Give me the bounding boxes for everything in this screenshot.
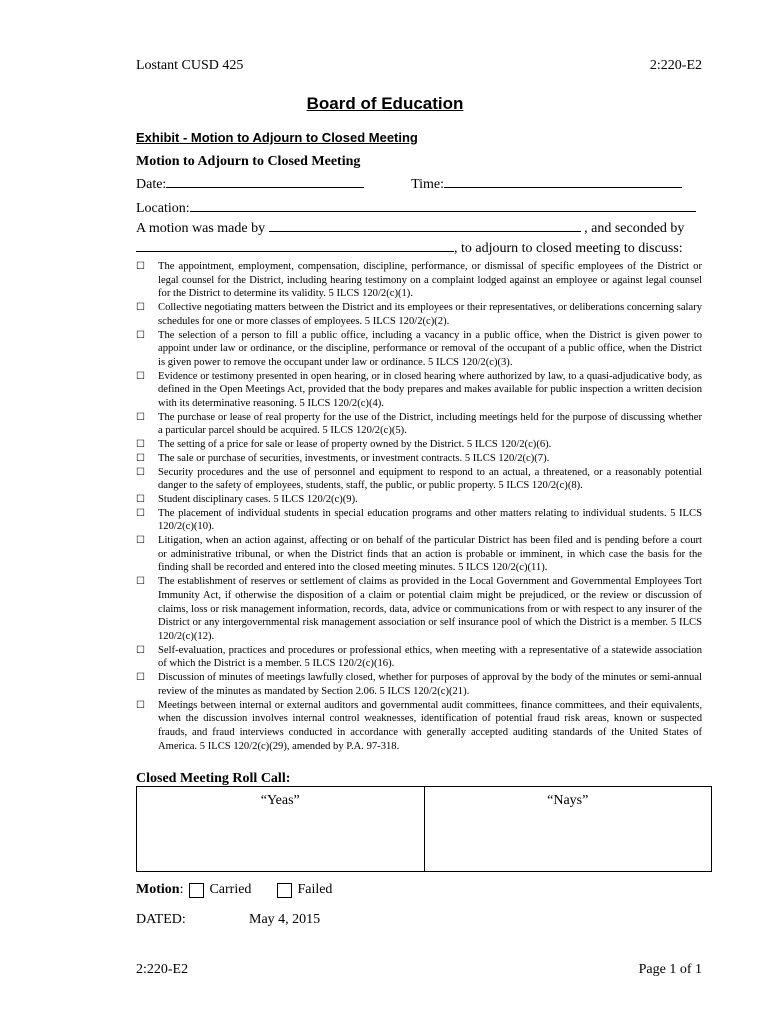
- topic-item: [136, 466, 702, 493]
- topic-item: [136, 370, 702, 411]
- failed-checkbox[interactable]: [277, 883, 292, 898]
- topic-text: The purchase or lease of real property for the use of the District, including meetings held for the purpose of discussing whether a particular parcel should be acquired. 5 ILCS 120/2(c)(5).: [158, 411, 702, 437]
- date-time-row: [136, 174, 682, 193]
- rollcall-title: Closed Meeting Roll Call:: [136, 771, 291, 786]
- yeas-header: “Yeas”: [260, 793, 300, 808]
- topic-text: Security procedures and the use of personnel and equipment to respond to an actual, a threatened, or a reasonably potential danger to the safety of employees, students, staff, the public, or public property. 5 ILCS 120/2(c)(8).: [158, 466, 702, 492]
- yeas-column[interactable]: [137, 787, 424, 871]
- page-footer: [136, 962, 702, 978]
- topic-text: Self-evaluation, practices and procedures or professional ethics, when meeting with a representative of a statewide association of which the District is a member. 5 ILCS 120/2(c)(16).: [158, 644, 702, 670]
- date-label: Date:: [136, 177, 167, 192]
- checkbox-icon[interactable]: ☐: [136, 411, 145, 423]
- checkbox-icon[interactable]: ☐: [136, 452, 145, 464]
- footer-policy-code: 2:220-E2: [136, 962, 189, 977]
- topic-item: [136, 438, 702, 452]
- nays-header: “Nays”: [547, 793, 589, 808]
- topic-text: The sale or purchase of securities, investments, or investment contracts. 5 ILCS 120/2(c)(7).: [158, 452, 550, 464]
- document-title: Board of Education: [306, 94, 464, 113]
- form-subtitle: Motion to Adjourn to Closed Meeting: [136, 154, 361, 169]
- checkbox-icon[interactable]: ☐: [136, 699, 145, 711]
- checkbox-icon[interactable]: ☐: [136, 493, 145, 505]
- topic-item: [136, 301, 702, 328]
- topic-text: Collective negotiating matters between the District and its employees or their representatives, or deliberations concerning salary schedules for one or more classes of employees. 5 ILCS 120/2(c)(2).: [158, 302, 702, 327]
- time-label: Time:: [411, 177, 445, 192]
- seconded-by-field[interactable]: [136, 238, 454, 252]
- carried-label: Carried: [209, 882, 252, 897]
- closed-session-topics: [136, 260, 702, 753]
- topic-item: [136, 260, 702, 301]
- checkbox-icon[interactable]: ☐: [136, 302, 145, 314]
- time-field[interactable]: [444, 174, 682, 188]
- topic-text: The selection of a person to fill a public office, including a vacancy in a public office, when the District is given power to appoint under law or ordinance, or the discipline, performance or removal of the occupant of a public office, when the District is given power to remove the occupant under law or ordinance. 5 ILCS 120/2(c)(3).: [158, 329, 702, 368]
- date-field[interactable]: [166, 174, 364, 188]
- topic-text: The placement of individual students in special education programs and other matters relating to individual students. 5 ILCS 120/2(c)(10).: [158, 507, 702, 533]
- motion-by-field[interactable]: [269, 218, 581, 232]
- checkbox-icon[interactable]: ☐: [136, 535, 145, 547]
- topic-item: [136, 699, 702, 754]
- location-row: [136, 198, 696, 217]
- topic-item: [136, 644, 702, 671]
- checkbox-icon[interactable]: ☐: [136, 672, 145, 684]
- topic-text: Discussion of minutes of meetings lawfully closed, whether for purposes of approval by the body of the minutes or semi-annual review of the minutes as mandated by Section 2.06. 5 ILCS 120/2(c)(21).: [158, 672, 702, 697]
- topic-item: [136, 493, 702, 507]
- motion-by-row: [136, 218, 684, 237]
- checkbox-icon[interactable]: ☐: [136, 329, 145, 341]
- dated-value: May 4, 2015: [249, 912, 321, 927]
- checkbox-icon[interactable]: ☐: [136, 439, 145, 451]
- exhibit-heading: Exhibit - Motion to Adjourn to Closed Meeting: [136, 130, 418, 145]
- topic-text: Evidence or testimony presented in open hearing, or in closed hearing where authorized by law, to a quasi-adjudicative body, as defined in the Open Meetings Act, provided that the body prepares and makes available for public inspection a written decision with its determinative reasoning. 5 ILCS 120/2(c)(4).: [158, 370, 702, 410]
- location-label: Location:: [136, 201, 190, 216]
- topic-item: [136, 534, 702, 575]
- topic-item: [136, 671, 702, 698]
- checkbox-icon[interactable]: ☐: [136, 507, 145, 519]
- header-district: Lostant CUSD 425: [136, 58, 244, 73]
- topic-text: The establishment of reserves or settlement of claims as provided in the Local Government and Governmental Employees Tort Immunity Act, if otherwise the disposition of a claim or potential claim might be prejudiced, or the review or discussion of claims, loss or risk management information, records, data, advice or communications from or with respect to any insurer of the District or any intergovernmental risk management association or self insurance pool of which the District is a member. 5 ILCS 120/2(c)(12).: [158, 576, 702, 642]
- carried-checkbox[interactable]: [189, 883, 204, 898]
- dated-label: DATED:: [136, 912, 186, 927]
- checkbox-icon[interactable]: ☐: [136, 261, 145, 272]
- topic-item: [136, 411, 702, 438]
- topic-text: The setting of a price for sale or lease of property owned by the District. 5 ILCS 120/2(c)(6).: [158, 439, 552, 451]
- to-adjourn-label: , to adjourn to closed meeting to discuss:: [454, 241, 683, 256]
- motion-result-row: [136, 882, 332, 898]
- checkbox-icon[interactable]: ☐: [136, 370, 145, 382]
- topic-text: Student disciplinary cases. 5 ILCS 120/2(c)(9).: [158, 493, 358, 505]
- topic-item: [136, 575, 702, 644]
- topic-item: [136, 507, 702, 534]
- topic-text: Litigation, when an action against, affecting or on behalf of the particular District has been filed and is pending before a court or administrative tribunal, or when the District finds that an action is probable or imminent, in which case the basis for the finding shall be recorded and entered into the closed meeting minutes. 5 ILCS 120/2(c)(11).: [158, 535, 702, 574]
- location-field[interactable]: [190, 198, 696, 212]
- topic-text: The appointment, employment, compensation, discipline, performance, or dismissal of specific employees of the District or legal counsel for the District, including hearing testimony on a complaint lodged against an employee or against legal counsel for the District to determine its validity. 5 ILCS 120/2(c)(1).: [158, 261, 702, 300]
- seconded-by-label: , and seconded by: [584, 221, 685, 236]
- seconded-row: [136, 238, 683, 257]
- footer-page-number: Page 1 of 1: [638, 962, 702, 977]
- checkbox-icon[interactable]: ☐: [136, 576, 145, 588]
- nays-column[interactable]: [424, 787, 712, 871]
- failed-label: Failed: [297, 882, 333, 897]
- motion-by-label: A motion was made by: [136, 221, 266, 236]
- motion-label: Motion: [136, 882, 180, 897]
- checkbox-icon[interactable]: ☐: [136, 644, 145, 656]
- topic-text: Meetings between internal or external auditors and governmental audit committees, finance committees, and their equivalents, when the discussion involves internal control weaknesses, identification of potential fraud risk areas, known or suspected frauds, and fraud interviews conducted in accordance with generally accepted auditing standards of the United States of America. 5 ILCS 120/2(c)(29), amended by P.A. 97-318.: [158, 699, 702, 752]
- topic-item: [136, 452, 702, 466]
- rollcall-table: [136, 786, 712, 872]
- page-header: [136, 58, 702, 74]
- header-policy-code: 2:220-E2: [649, 58, 702, 73]
- checkbox-icon[interactable]: ☐: [136, 466, 145, 478]
- topic-item: [136, 329, 702, 370]
- motion-colon: :: [179, 882, 184, 897]
